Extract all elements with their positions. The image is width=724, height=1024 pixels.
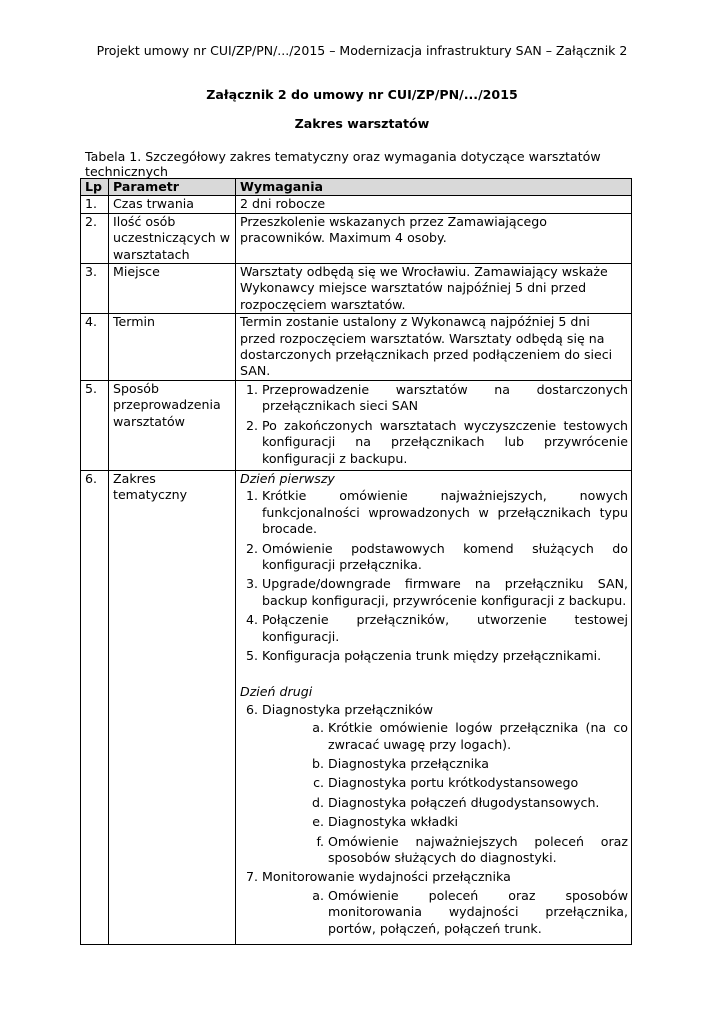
- row-number: 1.: [81, 196, 109, 213]
- row-requirement: Termin zostanie ustalony z Wykonawcą najpóźniej 5 dni przed rozpoczęciem warsztatów. Warsztaty odbędą się na dostarczonych przełącznikach przed podłączeniem do sieci SAN.: [236, 314, 632, 381]
- row-parameter: Czas trwania: [109, 196, 236, 213]
- list-item: c. Diagnostyka portu krótkodystansowego: [328, 775, 628, 791]
- row-parameter: Sposób przeprowadzenia warsztatów: [109, 380, 236, 470]
- row-requirement: [236, 380, 632, 470]
- day-one-heading: Dzień pierwszy: [240, 470, 335, 486]
- list-item: 1. Krótkie omówienie najważniejszych, nowych funkcjonalności wprowadzonych w przełącznikach typu brocade.: [262, 488, 628, 537]
- list-item: a. Krótkie omówienie logów przełącznika (na co zwracać uwagę przy logach).: [328, 720, 628, 753]
- table-header-row: [81, 179, 632, 196]
- row-parameter: Ilość osób uczestniczących w warsztatach: [109, 213, 236, 263]
- table-row: [81, 380, 632, 470]
- list-item: 5. Konfiguracja połączenia trunk między przełącznikami.: [262, 648, 628, 664]
- row-number: 5.: [81, 380, 109, 470]
- row-requirement: Przeszkolenie wskazanych przez Zamawiającego pracowników. Maximum 4 osoby.: [236, 213, 632, 263]
- row-number: 4.: [81, 314, 109, 381]
- list-item: 3. Upgrade/downgrade firmware na przełączniku SAN, backup konfiguracji, przywrócenie konfiguracji z backupu.: [262, 576, 628, 609]
- day-one-list: [240, 488, 628, 664]
- list-item: f. Omówienie najważniejszych poleceń oraz sposobów służących do diagnostyki.: [328, 834, 628, 867]
- list-item: 4. Połączenie przełączników, utworzenie testowej konfiguracji.: [262, 612, 628, 645]
- day-two-heading: Dzień drugi: [240, 684, 313, 700]
- row-parameter: Termin: [109, 314, 236, 381]
- list-item: d. Diagnostyka połączeń długodystansowych.: [328, 795, 628, 811]
- document-subtitle: Zakres warsztatów: [294, 116, 430, 131]
- row-number: 6.: [81, 470, 109, 944]
- list-item: [262, 702, 628, 867]
- table-caption: Tabela 1. Szczegółowy zakres tematyczny oraz wymagania dotyczące warsztatów technicznych: [85, 149, 601, 179]
- method-list: [240, 382, 628, 467]
- row-requirement: Warsztaty odbędą się we Wrocławiu. Zamawiający wskaże Wykonawcy miejsce warsztatów najpóźniej 5 dni przed rozpoczęciem warsztatów.: [236, 264, 632, 314]
- header-lp: Lp: [81, 179, 109, 196]
- document-title: Załącznik 2 do umowy nr CUI/ZP/PN/.../2015: [206, 87, 518, 102]
- list-item: a. Omówienie poleceń oraz sposobów monitorowania wydajności przełącznika, portów, połączeń, połączeń trunk.: [328, 888, 628, 937]
- table-row: [81, 264, 632, 314]
- table-row: [81, 213, 632, 263]
- list-item: 2. Omówienie podstawowych komend służących do konfiguracji przełącznika.: [262, 541, 628, 574]
- header-wymagania: Wymagania: [236, 179, 632, 196]
- diagnostics-title: Diagnostyka przełączników: [262, 701, 434, 717]
- row-number: 2.: [81, 213, 109, 263]
- list-item: [262, 869, 628, 937]
- list-item: e. Diagnostyka wkładki: [328, 814, 628, 830]
- list-item: 1. Przeprowadzenie warsztatów na dostarczonych przełącznikach sieci SAN: [262, 382, 628, 415]
- list-item: 2. Po zakończonych warsztatach wyczyszczenie testowych konfiguracji na przełącznikach lub przywrócenie konfiguracji z backupu.: [262, 418, 628, 467]
- diagnostics-sublist: [262, 720, 628, 866]
- workshop-table: [80, 178, 632, 945]
- row-requirement: 2 dni robocze: [236, 196, 632, 213]
- page-header: Projekt umowy nr CUI/ZP/PN/.../2015 – Modernizacja infrastruktury SAN – Załącznik 2: [96, 43, 628, 58]
- row-parameter: Miejsce: [109, 264, 236, 314]
- list-item: b. Diagnostyka przełącznika: [328, 756, 628, 772]
- table-row: [81, 470, 632, 944]
- row-number: 3.: [81, 264, 109, 314]
- table-row: [81, 314, 632, 381]
- day-two-list: [240, 702, 628, 937]
- row-parameter: Zakres tematyczny: [109, 470, 236, 944]
- monitoring-title: Monitorowanie wydajności przełącznika: [262, 869, 511, 885]
- monitoring-sublist: [262, 888, 628, 937]
- header-parametr: Parametr: [109, 179, 236, 196]
- row-requirement: [236, 470, 632, 944]
- table-row: [81, 196, 632, 213]
